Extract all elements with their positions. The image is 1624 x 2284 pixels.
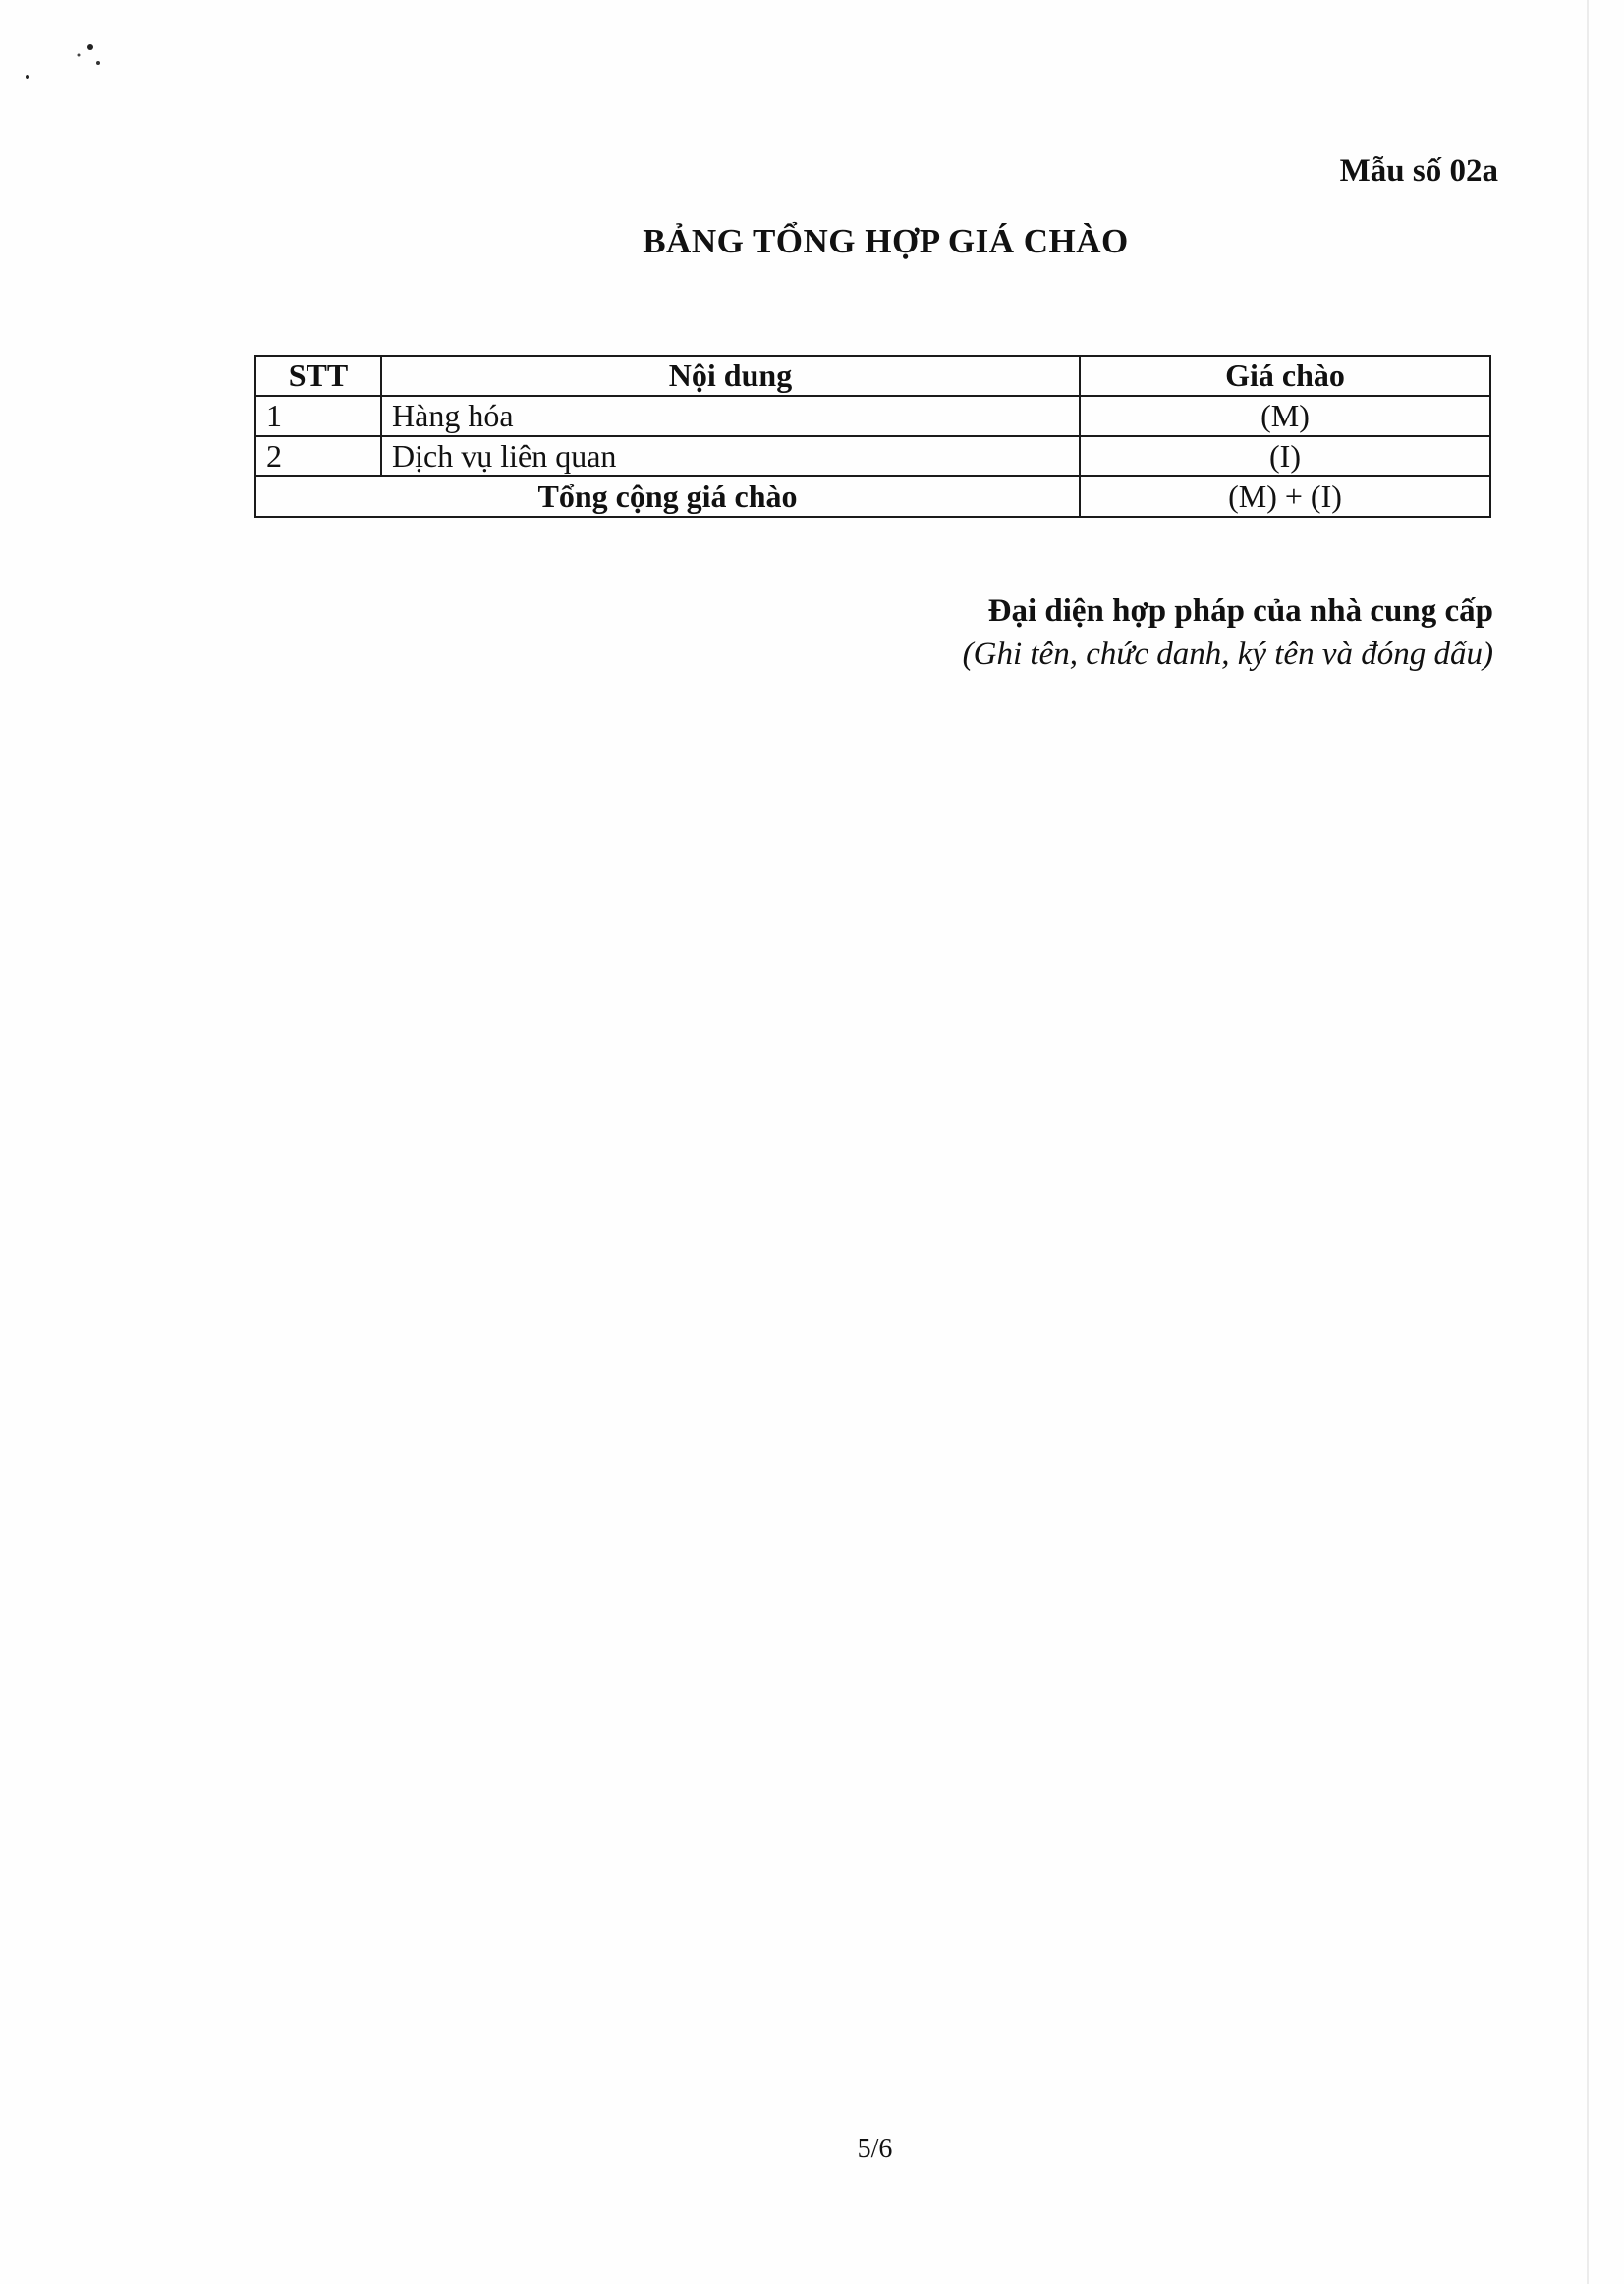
table-row [255, 436, 1490, 476]
form-number: Mẫu số 02a [1339, 153, 1498, 189]
row-content: Dịch vụ liên quan [381, 436, 1080, 476]
row-stt: 2 [255, 436, 381, 476]
page-number: 5/6 [857, 2134, 893, 2164]
scan-specks [22, 39, 110, 79]
total-label: Tổng cộng giá chào [255, 476, 1080, 517]
signature-block [0, 589, 1493, 676]
row-content: Hàng hóa [381, 396, 1080, 436]
document-title: BẢNG TỔNG HỢP GIÁ CHÀO [643, 222, 1129, 260]
signature-note: (Ghi tên, chức danh, ký tên và đóng dấu) [962, 637, 1493, 672]
page-edge [1587, 0, 1589, 2284]
table-total-row [255, 476, 1490, 517]
column-header-stt: STT [255, 356, 381, 396]
table-header-row [255, 356, 1490, 396]
total-price: (M) + (I) [1080, 476, 1490, 517]
row-price: (I) [1080, 436, 1490, 476]
price-summary-table [254, 355, 1491, 518]
row-price: (M) [1080, 396, 1490, 436]
column-header-price: Giá chào [1080, 356, 1490, 396]
column-header-content: Nội dung [381, 356, 1080, 396]
signature-title: Đại diện hợp pháp của nhà cung cấp [987, 593, 1493, 629]
row-stt: 1 [255, 396, 381, 436]
table-row [255, 396, 1490, 436]
